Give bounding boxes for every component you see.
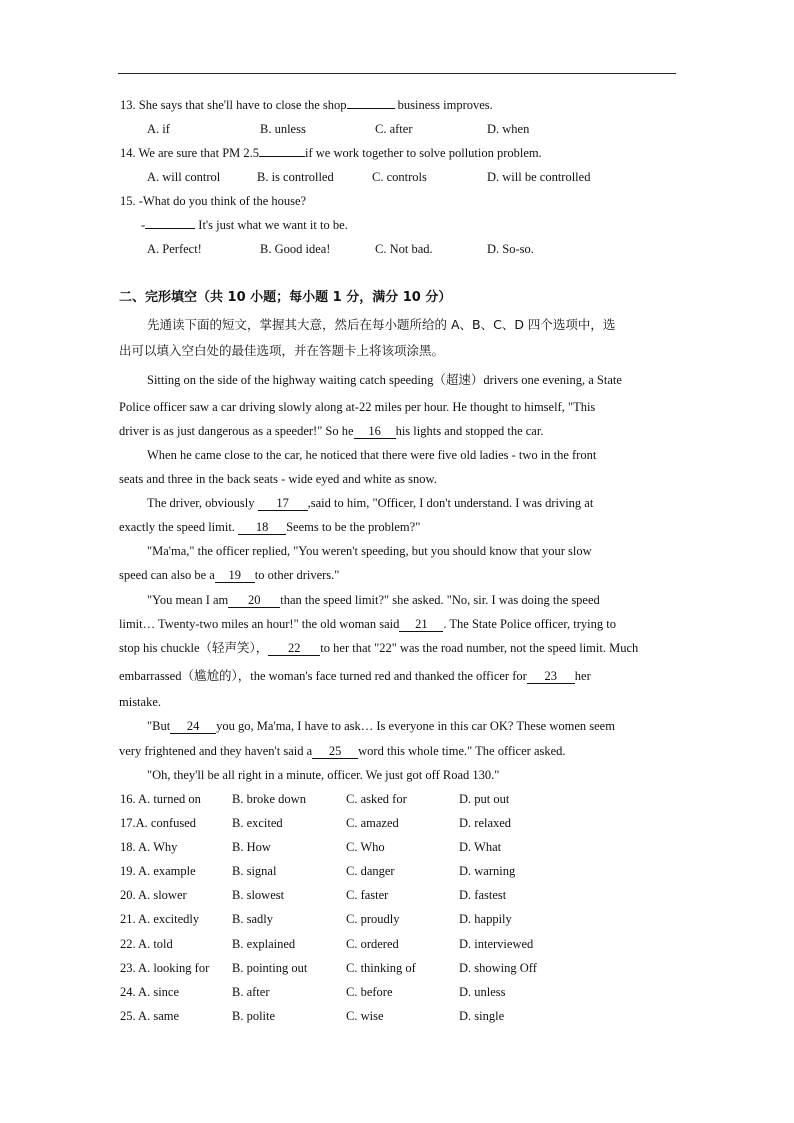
passage-line-15: "But 24 you go, Ma'ma, I have to ask… Is everyone in this car OK? These women seem — [147, 719, 615, 733]
question-13-option-b: B. unless — [260, 122, 306, 136]
cloze-23-option-a: 23. A. looking for — [120, 961, 210, 975]
question-14-option-d: D. will be controlled — [487, 170, 591, 184]
header-rule — [118, 73, 676, 74]
cloze-17-option-b: B. excited — [232, 816, 283, 830]
passage-line-8: "Ma'ma," the officer replied, "You weren't speeding, but you should know that your slow — [147, 544, 592, 558]
cloze-20-option-d: D. fastest — [459, 888, 507, 902]
question-15-option-a: A. Perfect! — [147, 242, 202, 256]
cloze-18-option-d: D. What — [459, 840, 502, 854]
passage-line-6: The driver, obviously 17 ,said to him, "Officer, I don't understand. I was driving at — [147, 496, 594, 510]
question-14-stem: 14. We are sure that PM 2.5 — [120, 146, 260, 160]
cloze-16-option-c: C. asked for — [346, 792, 407, 806]
cloze-22-option-c: C. ordered — [346, 937, 399, 951]
cloze-19-option-a: 19. A. example — [120, 864, 196, 878]
cloze-18-option-a: 18. A. Why — [120, 840, 178, 854]
cloze-16-option-b: B. broke down — [232, 792, 306, 806]
cloze-24-option-c: C. before — [346, 985, 393, 999]
section-2-instructions-line-1: 先通读下面的短文，掌握其大意，然后在每小题所给的 A、B、C、D 四个选项中，选 — [147, 317, 616, 332]
question-14-blank — [259, 156, 305, 157]
cloze-21-option-d: D. happily — [459, 912, 512, 926]
cloze-21-option-a: 21. A. excitedly — [120, 912, 200, 926]
cloze-22-option-d: D. interviewed — [459, 937, 534, 951]
cloze-24-option-a: 24. A. since — [120, 985, 180, 999]
question-13-blank — [347, 108, 395, 109]
question-13-option-c: C. after — [375, 122, 413, 136]
passage-line-5: seats and three in the back seats - wide eyed and white as snow. — [119, 472, 437, 486]
cloze-25-option-a: 25. A. same — [120, 1009, 180, 1023]
passage-line-12: stop his chuckle（轻声笑）， 22 to her that "22" was the road number, not the speed limit. Much — [119, 641, 639, 655]
passage-line-9: speed can also be a 19 to other drivers." — [119, 568, 340, 582]
question-13 — [120, 99, 493, 112]
cloze-24-option-d: D. unless — [459, 985, 506, 999]
passage-line-14: mistake. — [119, 695, 162, 709]
cloze-19-option-d: D. warning — [459, 864, 516, 878]
cloze-22-option-b: B. explained — [232, 937, 296, 951]
blank-16: 16 — [354, 425, 396, 439]
passage-line-7: exactly the speed limit. 18 Seems to be the problem?" — [119, 520, 421, 534]
section-2-title: 二、完形填空（共 10 小题；每小题 1 分，满分 10 分） — [119, 290, 452, 305]
cloze-19-option-c: C. danger — [346, 864, 395, 878]
question-15-reply: - It's just what we want it to be. — [141, 218, 348, 232]
blank-20: 20 — [228, 594, 280, 608]
cloze-17-option-c: C. amazed — [346, 816, 399, 830]
passage-line-16: very frightened and they haven't said a 25 word this whole time." The officer asked. — [119, 744, 566, 758]
blank-19: 19 — [215, 569, 255, 583]
question-14-stem-end: if we work together to solve pollution problem. — [305, 146, 542, 160]
question-15-option-b: B. Good idea! — [260, 242, 331, 256]
passage-line-2: Police officer saw a car driving slowly along at-22 miles per hour. He thought to himself, "This — [119, 400, 596, 414]
blank-21: 21 — [399, 618, 443, 632]
question-13-option-d: D. when — [487, 122, 530, 136]
passage-line-17: "Oh, they'll be all right in a minute, officer. We just got off Road 130." — [147, 768, 500, 782]
question-14-option-b: B. is controlled — [257, 170, 334, 184]
cloze-23-option-c: C. thinking of — [346, 961, 416, 975]
cloze-17-option-a: 17.A. confused — [120, 816, 197, 830]
question-14-option-c: C. controls — [372, 170, 427, 184]
question-15-blank — [145, 228, 195, 229]
cloze-18-option-c: C. Who — [346, 840, 385, 854]
blank-24: 24 — [170, 720, 216, 734]
cloze-16-option-a: 16. A. turned on — [120, 792, 201, 806]
cloze-22-option-a: 22. A. told — [120, 937, 173, 951]
cloze-25-option-b: B. polite — [232, 1009, 276, 1023]
cloze-20-option-a: 20. A. slower — [120, 888, 187, 902]
passage-line-4: When he came close to the car, he noticed that there were five old ladies - two in the front — [147, 448, 597, 462]
cloze-16-option-d: D. put out — [459, 792, 510, 806]
question-14-option-a: A. will control — [147, 170, 221, 184]
cloze-18-option-b: B. How — [232, 840, 271, 854]
section-2-instructions-line-2: 出可以填入空白处的最佳选项，并在答题卡上将该项涂黑。 — [119, 343, 445, 358]
cloze-17-option-d: D. relaxed — [459, 816, 512, 830]
passage-line-10: "You mean I am 20 than the speed limit?" she asked. "No, sir. I was doing the speed — [147, 593, 600, 607]
cloze-20-option-c: C. faster — [346, 888, 389, 902]
question-13-stem-end: business improves. — [394, 98, 493, 112]
blank-22: 22 — [268, 642, 320, 656]
cloze-23-option-d: D. showing Off — [459, 961, 537, 975]
passage-line-3: driver is as just dangerous as a speeder!" So he 16 his lights and stopped the car. — [119, 424, 544, 438]
question-15: 15. -What do you think of the house? — [120, 194, 307, 208]
blank-23: 23 — [527, 670, 575, 684]
question-15-option-c: C. Not bad. — [375, 242, 433, 256]
cloze-25-option-d: D. single — [459, 1009, 505, 1023]
blank-18: 18 — [238, 521, 286, 535]
passage-line-13: embarrassed（尴尬的），the woman's face turned red and thanked the officer for 23 her — [119, 669, 591, 683]
question-13-option-a: A. if — [147, 122, 170, 136]
cloze-20-option-b: B. slowest — [232, 888, 285, 902]
passage-line-1: Sitting on the side of the highway waiting catch speeding（超速）drivers one evening, a State — [147, 373, 622, 387]
question-14 — [120, 147, 542, 160]
cloze-21-option-b: B. sadly — [232, 912, 273, 926]
cloze-21-option-c: C. proudly — [346, 912, 400, 926]
cloze-23-option-b: B. pointing out — [232, 961, 308, 975]
question-13-stem: 13. She says that she'll have to close the shop — [120, 98, 347, 112]
cloze-25-option-c: C. wise — [346, 1009, 384, 1023]
cloze-19-option-b: B. signal — [232, 864, 277, 878]
cloze-24-option-b: B. after — [232, 985, 270, 999]
question-15-option-d: D. So-so. — [487, 242, 534, 256]
blank-25: 25 — [312, 745, 358, 759]
blank-17: 17 — [258, 497, 308, 511]
passage-line-11: limit… Twenty-two miles an hour!" the old woman said 21 . The State Police officer, trying to — [119, 617, 616, 631]
